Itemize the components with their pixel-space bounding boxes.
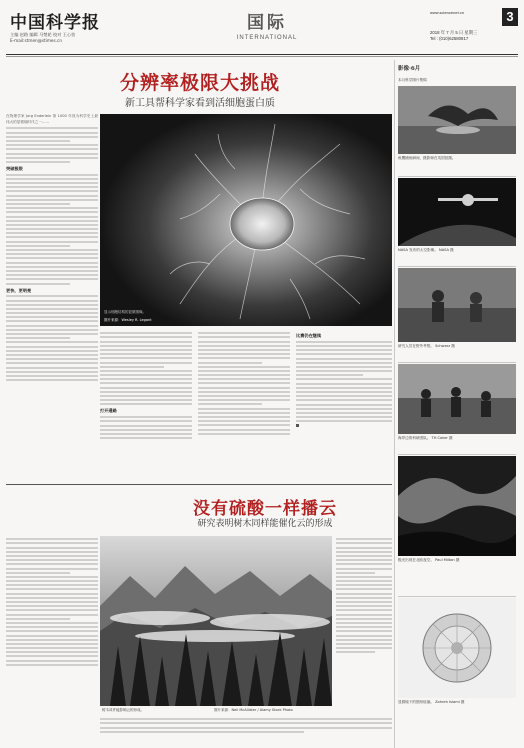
second-subhead: 研究表明树木同样能催化云的形成	[197, 519, 333, 529]
section-label	[228, 8, 306, 48]
sidebar-photo-3	[398, 268, 516, 342]
date-info	[430, 30, 477, 41]
lead-intro-text: 在物理学家 Jorg Enderlein 第 1000 年视为科学史上最伟大的显微镜时代之一……	[6, 114, 98, 124]
caption-text: 研究人员在野外考察。	[398, 344, 434, 348]
section-title: 国际	[247, 13, 287, 33]
sidebar-item-divider	[398, 596, 516, 597]
lead-column-3	[198, 330, 290, 478]
lead-photo-credit: 图片来源：Wesley R. Legant	[104, 318, 152, 322]
field-research-image	[398, 268, 516, 342]
website: www.sciencenet.cn	[430, 10, 465, 15]
caption-text: 极光出现在北欧夜空。	[398, 558, 434, 562]
photo-credit: Paul Milton 摄	[435, 558, 460, 562]
photo-credit: Zohreh Islami 摄	[435, 700, 465, 704]
editor-credits	[10, 32, 75, 44]
section-title-en: INTERNATIONAL	[236, 35, 298, 41]
forest-clouds-image	[100, 536, 332, 706]
cell-microscopy-image	[100, 114, 392, 326]
newspaper-logo: 中国科学报	[10, 13, 100, 33]
second-headline: 没有硫酸一样播云	[193, 499, 337, 519]
header-rule-thin	[6, 56, 518, 57]
date-line: 2018 年 7 月 5 日 星期三	[430, 30, 478, 35]
lead-column-4	[296, 330, 392, 478]
caption-text: 显微镜下的圆形硅藻。	[398, 700, 434, 704]
caption-text: NASA 发布的太空影像。	[398, 248, 438, 252]
forest-photo-credit: 图片来源：Neil McAllister / Alamy Stock Photo	[214, 708, 293, 712]
photo-credit: Schwarz 摄	[435, 344, 455, 348]
sidebar-title: 影像·6月	[398, 66, 421, 72]
forest-photo-caption: 树木或许能影响云的形成。	[102, 708, 144, 712]
sidebar-photo-1	[398, 86, 516, 154]
sidebar-photo-4	[398, 364, 516, 434]
lead-headline: 分辨率极限大挑战	[119, 72, 280, 94]
sidebar-item-divider	[398, 266, 516, 267]
sidebar-item-divider	[398, 176, 516, 177]
caption-text: 海岸边的科研团队。	[398, 436, 431, 440]
article-divider	[6, 484, 392, 485]
lead-column-1	[6, 114, 98, 480]
sidebar-divider	[394, 60, 395, 748]
article-end-mark	[296, 424, 299, 427]
email-line: E-mail:stmen@stimes.cn	[10, 38, 62, 43]
lead-photo-caption: 显示细胞结构的显微图像。	[104, 310, 146, 314]
sidebar-caption	[398, 558, 516, 563]
sidebar-caption	[398, 436, 516, 441]
sidebar-caption	[398, 344, 516, 349]
sidebar-photo-6	[398, 598, 516, 698]
second-column-right	[336, 536, 392, 712]
second-body-under-photo	[100, 716, 392, 744]
lead-subhead: 新工具帮科学家看到活细胞蛋白质	[125, 98, 275, 109]
sidebar-subtitle: 本月科学图片集锦	[398, 78, 427, 82]
coast-image	[398, 364, 516, 434]
section-head: 打开通路	[100, 408, 117, 414]
forest-photo	[100, 536, 332, 706]
section-head: 更快、更明亮	[6, 287, 32, 293]
diatom-image	[398, 598, 516, 698]
space-image	[398, 178, 516, 246]
sidebar-item-divider	[398, 362, 516, 363]
section-head: 突破极限	[6, 165, 23, 171]
sidebar-caption	[398, 248, 516, 253]
tel-line: Tel : (010)62580817	[430, 36, 469, 41]
aurora-image	[398, 456, 516, 556]
photo-credit: NASA 摄	[439, 248, 454, 252]
editor-line: 主编 赵路 编辑 马楚轮 校对 王心怡	[10, 32, 76, 37]
page-number: 3	[502, 8, 518, 26]
header-rule	[6, 54, 518, 55]
osprey-image	[398, 86, 516, 154]
lead-photo	[100, 114, 392, 326]
sidebar-caption	[398, 700, 516, 705]
lead-column-2	[100, 330, 192, 478]
second-column-1	[6, 536, 98, 742]
sidebar-photo-2	[398, 178, 516, 246]
sidebar-caption: 鱼鹰捕鱼瞬间，摄影师在英国拍摄。	[398, 156, 456, 160]
photo-credit: TH Coker 摄	[431, 436, 453, 440]
sidebar-item-divider	[398, 454, 516, 455]
masthead	[6, 6, 518, 54]
sidebar-photo-5	[398, 456, 516, 556]
section-head: 比赛仍在继续	[296, 333, 322, 338]
